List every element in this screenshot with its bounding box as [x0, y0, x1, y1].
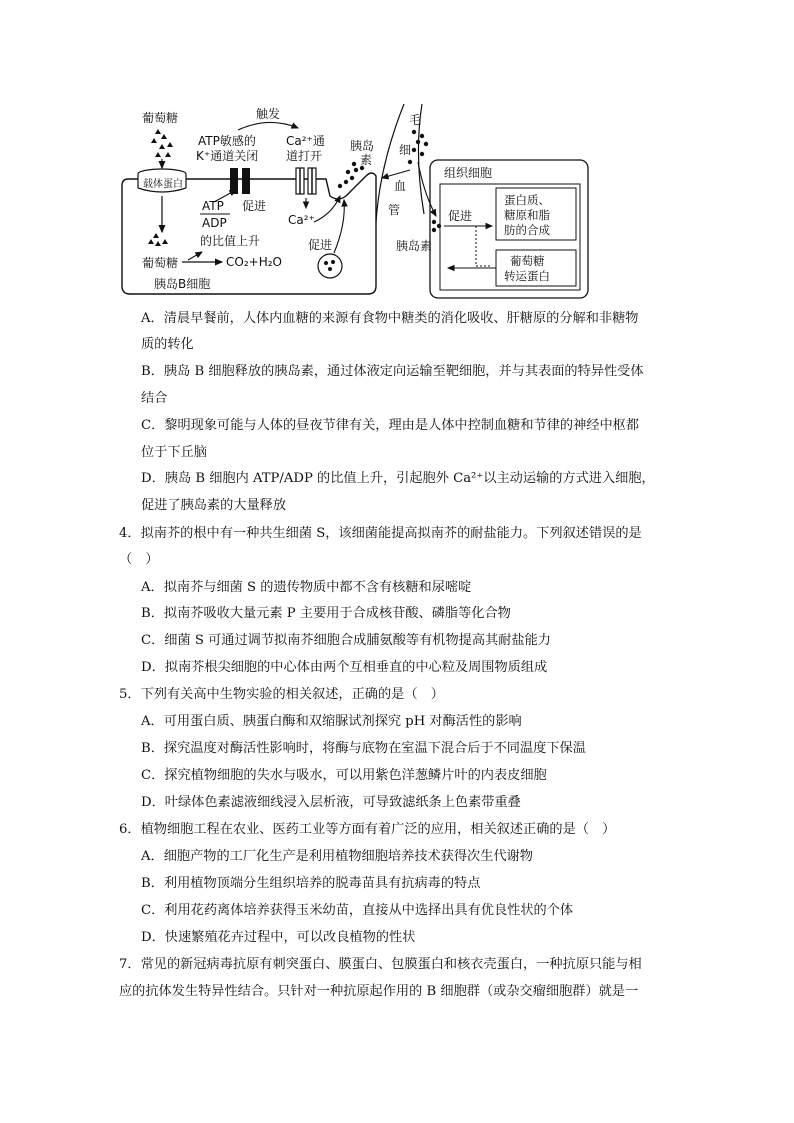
q6-option-a: A．细胞产物的工厂化生产是利用植物细胞培养技术获得次生代谢物 [141, 849, 533, 864]
products-label: CO₂+H₂O [226, 255, 282, 269]
q5-option-a: A．可用蛋白质、胰蛋白酶和双缩脲试剂探究 pH 对酶活性的影响 [141, 714, 522, 729]
tissue-cell-label: 组织细胞 [444, 166, 493, 180]
synthesis-l1: 蛋白质、 [504, 193, 550, 207]
glucose-top-label: 葡萄糖 [142, 111, 179, 125]
atp-label: ATP [202, 199, 224, 213]
insulin-label-l1: 胰岛 [350, 139, 375, 153]
q3-option-b-line2: 结合 [141, 391, 168, 406]
q4-option-c: C．细菌 S 可通过调节拟南芥细胞合成脯氨酸等有机物提高其耐盐能力 [141, 633, 551, 648]
insulin-bottom-label: 胰岛素 [396, 239, 433, 253]
q4-stem-line2: （ ） [119, 552, 159, 567]
synthesis-l2: 糖原和脂 [504, 208, 550, 222]
q7-stem-line1: 7．常见的新冠病毒抗原有刺突蛋白、膜蛋白、包膜蛋白和核衣壳蛋白，一种抗原只能与相 [119, 957, 642, 972]
q6-stem: 6．植物细胞工程在农业、医药工业等方面有着广泛的应用，相关叙述正确的是（ ） [119, 822, 616, 837]
q3-option-a-line1: A．清晨早餐前，人体内血糖的来源有食物中糖类的消化吸收、肝糖原的分解和非糖物 [141, 311, 639, 326]
q4-option-d: D．拟南芥根尖细胞的中心体由两个互相垂直的中心粒及周围物质组成 [141, 660, 548, 675]
ca-channel [296, 168, 316, 194]
atp-k-channel-l2: K⁺通道关闭 [196, 149, 259, 163]
beta-cell-label: 胰岛B细胞 [154, 277, 211, 291]
q3-option-d-line1: D．胰岛 B 细胞内 ATP/ADP 的比值上升，引起胞外 Ca²⁺以主动运输的方式进入细胞， [141, 471, 655, 486]
promote-label-1: 促进 [242, 199, 267, 213]
capillary-char-2: 细 [399, 143, 412, 157]
q3-option-a-line2: 质的转化 [141, 337, 194, 352]
adp-label: ADP [202, 216, 227, 230]
q6-option-c: C．利用花药离体培养获得玉米幼苗，直接从中选择出具有优良性状的个体 [141, 903, 574, 918]
q3-option-c-line1: C．黎明现象可能与人体的昼夜节律有关，理由是人体中控制血糖和节律的神经中枢都 [141, 418, 640, 433]
k-channel [230, 168, 250, 194]
q5-option-c: C．探究植物细胞的失水与吸水，可以用紫色洋葱鳞片叶的内表皮细胞 [141, 768, 547, 783]
q6-option-d: D．快速繁殖花卉过程中，可以改良植物的性状 [141, 930, 416, 945]
q3-option-b-line1: B．胰岛 B 细胞释放的胰岛素，通过体液定向运输至靶细胞，并与其表面的特异性受体 [141, 364, 644, 379]
q5-stem: 5．下列有关高中生物实验的相关叙述，正确的是（ ） [119, 687, 444, 702]
transporter-l2: 转运蛋白 [504, 269, 550, 283]
glucose-dots-top [151, 129, 173, 157]
q3-option-d-line2: 促进了胰岛素的大量释放 [141, 498, 287, 513]
q7-stem-line2: 应的抗体发生特异性结合。只针对一种抗原起作用的 B 细胞群（或杂交瘤细胞群）就是一 [119, 984, 639, 999]
q4-stem-line1: 4．拟南芥的根中有一种共生细菌 S，该细菌能提高拟南芥的耐盐能力。下列叙述错误的是 [119, 526, 642, 541]
glucose-bottom-label: 葡萄糖 [142, 256, 179, 270]
ca-channel-l2: 道打开 [286, 149, 323, 163]
trigger-label: 触发 [256, 107, 281, 121]
capillary-char-4: 管 [388, 203, 401, 217]
q5-option-b: B．探究温度对酶活性影响时，将酶与底物在室温下混合后于不同温度下保温 [141, 741, 586, 756]
promote-label-2: 促进 [308, 238, 333, 252]
carrier-label: 载体蛋白 [143, 179, 183, 190]
q4-option-b: B．拟南芥吸收大量元素 P 主要用于合成核苷酸、磷脂等化合物 [141, 606, 511, 621]
transporter-l1: 葡萄糖 [510, 254, 545, 268]
promote-label-3: 促进 [448, 209, 473, 223]
glucose-dots-bottom [148, 233, 168, 246]
q3-option-c-line2: 位于下丘脑 [141, 445, 207, 460]
q5-option-d: D．叶绿体色素滤液细线浸入层析液，可导致滤纸条上色素带重叠 [141, 795, 521, 810]
capillary-char-1: 毛 [409, 113, 422, 127]
ca-channel-l1: Ca²⁺通 [286, 134, 325, 148]
ratio-label: 的比值上升 [200, 234, 261, 248]
capillary-char-3: 血 [394, 179, 407, 193]
q4-option-a: A．拟南芥与细菌 S 的遗传物质中都不含有核糖和尿嘧啶 [141, 580, 472, 595]
q6-option-b: B．利用植物顶端分生组织培养的脱毒苗具有抗病毒的特点 [141, 876, 481, 891]
insulin-secretion-diagram [118, 104, 690, 299]
synthesis-l3: 肪的合成 [504, 223, 550, 237]
ca-ion-label: Ca²⁺ [288, 213, 315, 227]
atp-k-channel-l1: ATP敏感的 [198, 134, 256, 148]
insulin-label-l2: 素 [360, 153, 373, 167]
carrier-protein [138, 169, 186, 192]
insulin-vesicle [318, 254, 342, 278]
